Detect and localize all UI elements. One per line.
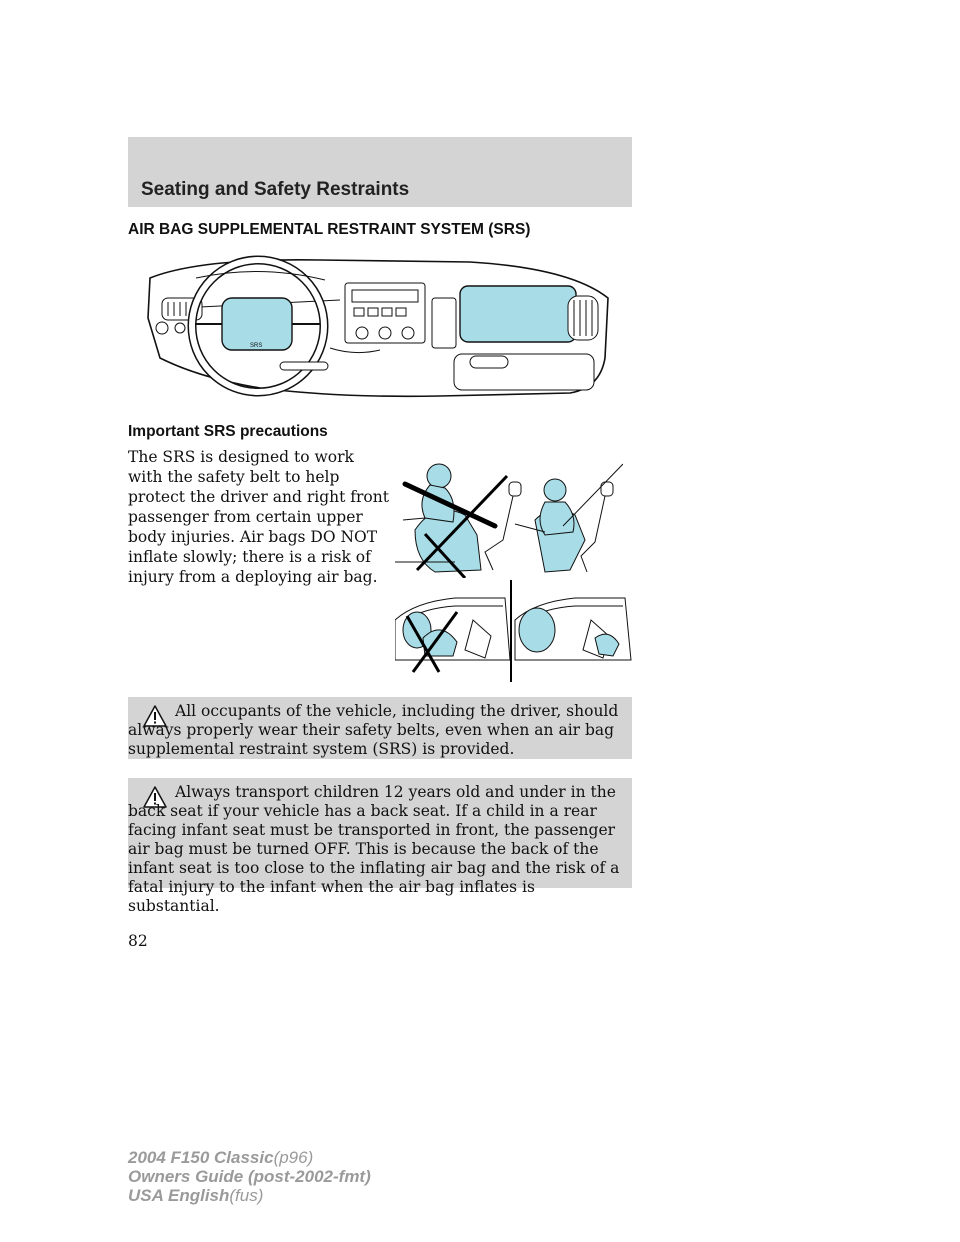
section-title: Seating and Safety Restraints (141, 179, 410, 200)
occupant-position-illustration (395, 460, 623, 578)
footer-line-3 (128, 1186, 371, 1205)
footer-guide: Owners Guide (post-2002-fmt) (128, 1167, 371, 1186)
precautions-paragraph: The SRS is designed to work with the safety belt to help protect the driver and right front passenger from certain upper body injuries. Air bags DO NOT inflate slowly; there is a risk of injury from a deploying air bag. (128, 448, 389, 586)
footer-model-code: (p96) (273, 1148, 314, 1167)
footer-model: 2004 F150 Classic (128, 1148, 274, 1167)
warning-text: All occupants of the vehicle, including the driver, should always properly wear their safety belts, even when an air bag supplemental restraint system (SRS) is provided. (128, 702, 619, 758)
section-heading: AIR BAG SUPPLEMENTAL RESTRAINT SYSTEM (SRS) (128, 221, 531, 238)
section-header-band (128, 137, 632, 207)
warning-text: Always transport children 12 years old and under in the back seat if your vehicle has a back seat. If a child in a rear facing infant seat must be transported in front, the passenger air bag must be turned OFF. This is because the back of the infant seat is too close to the inflating air bag and the risk of a fatal injury to the infant when the air bag inflates is substantial. (128, 783, 620, 915)
document-footer (128, 1148, 371, 1205)
warning-box (128, 778, 632, 915)
footer-language-code: (fus) (229, 1186, 264, 1205)
footer-language: USA English (128, 1186, 230, 1205)
warning-box (128, 697, 632, 759)
precautions-heading: Important SRS precautions (128, 423, 328, 440)
child-seat-airbag-illustration (395, 580, 633, 682)
page-number: 82 (128, 932, 148, 950)
footer-line-2 (128, 1167, 371, 1186)
steering-srs-label: SRS (250, 343, 263, 349)
footer-line-1 (128, 1148, 371, 1167)
dashboard-airbag-illustration (140, 238, 618, 400)
